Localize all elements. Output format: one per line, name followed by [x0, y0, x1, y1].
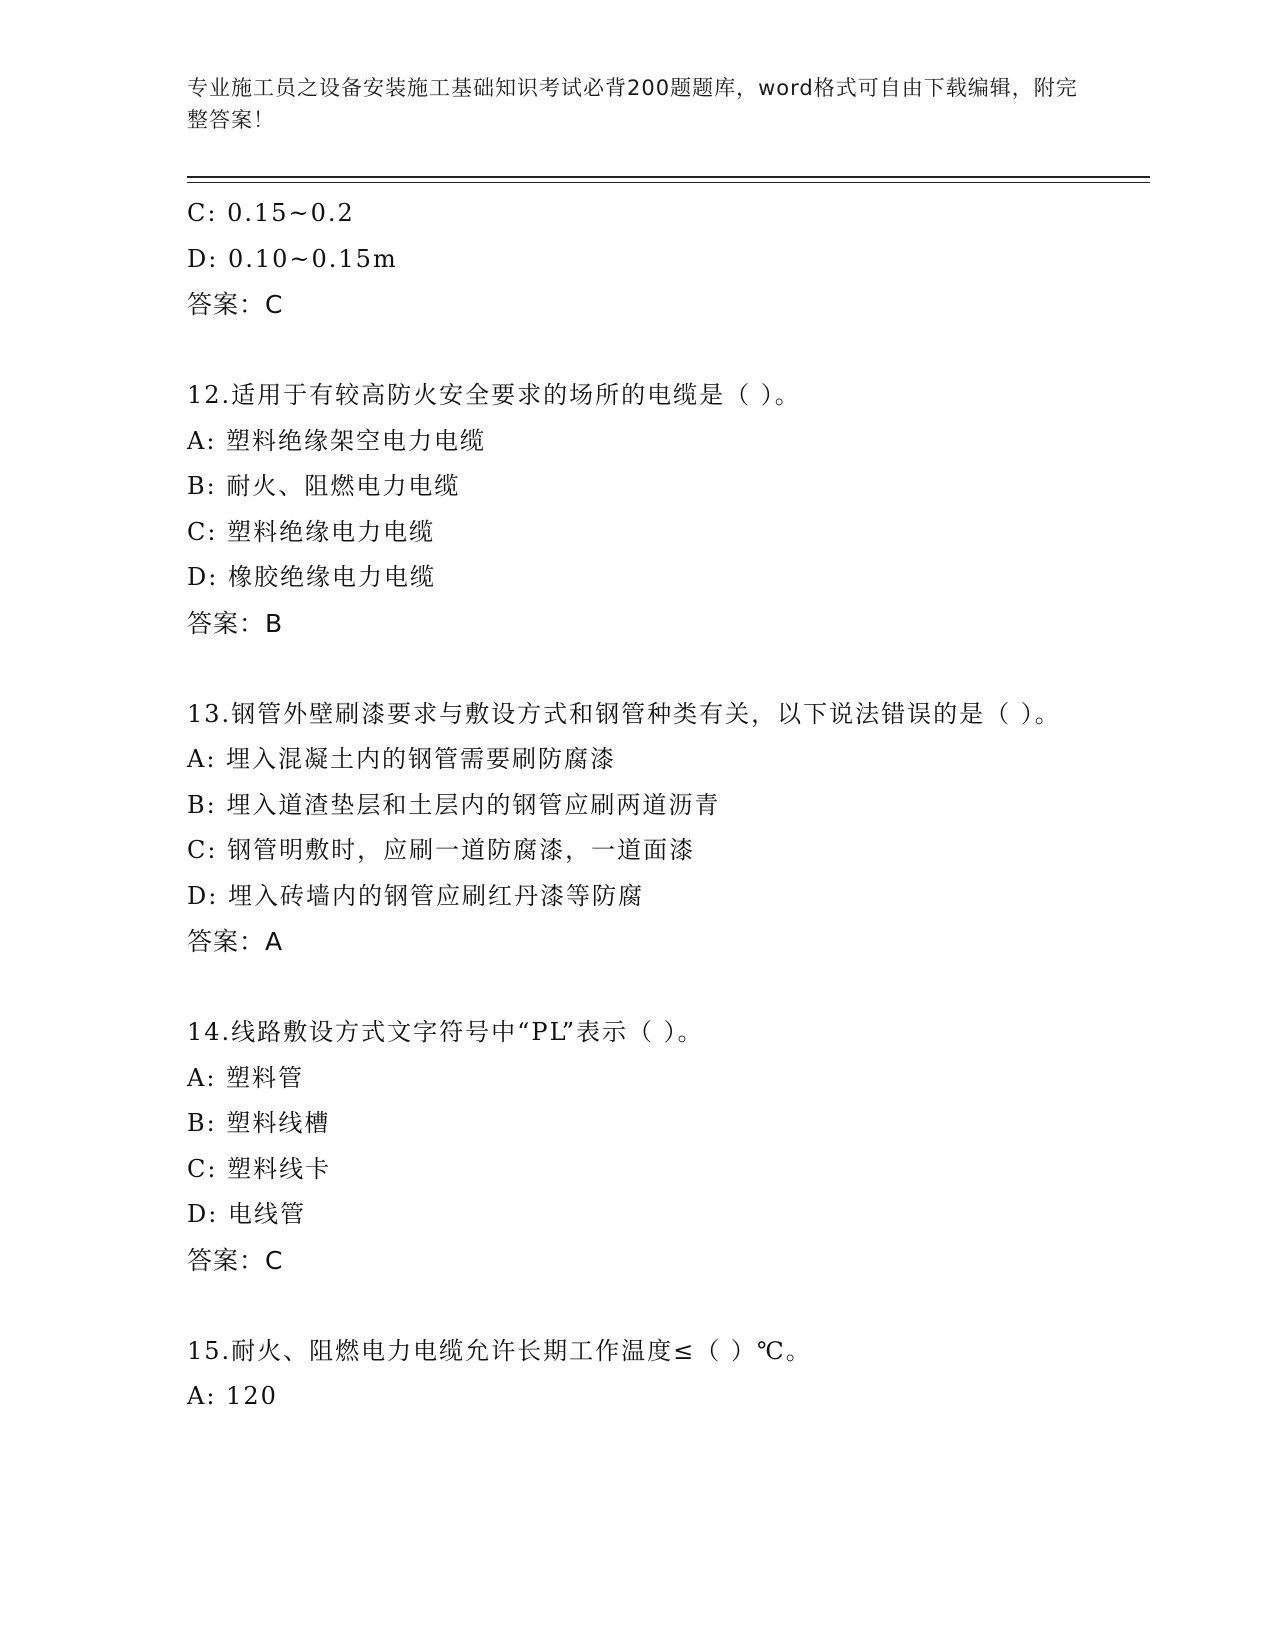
document-header-title: 专业施工员之设备安装施工基础知识考试必背200题题库，word格式可自由下载编辑，附完整答案！ — [187, 76, 1078, 132]
option-d: D: 电线管 — [187, 1200, 306, 1228]
header-divider-thick — [187, 176, 1150, 178]
option-b: B: 埋入道渣垫层和土层内的钢管应刷两道沥青 — [187, 790, 721, 819]
option-d — [187, 237, 1147, 283]
answer-line: 答案：A — [187, 927, 284, 956]
option-a: A: 埋入混凝土内的钢管需要刷防腐漆 — [187, 745, 617, 773]
option-c: C: 塑料线卡 — [187, 1154, 332, 1183]
option-a: A: 塑料绝缘架空电力电缆 — [187, 426, 487, 455]
spacer — [187, 965, 1147, 1011]
answer-line: 答案：B — [187, 608, 284, 638]
answer-line: 答案：C — [187, 290, 284, 319]
option-d: D: 埋入砖墙内的钢管应刷红丹漆等防腐 — [187, 881, 644, 910]
option-separator: : — [207, 199, 228, 227]
header-divider-thin — [187, 182, 1150, 183]
option-letter: C — [187, 199, 208, 227]
answer-line: 答案：C — [187, 1245, 284, 1275]
question-stem: 15.耐火、阻燃电力电缆允许长期工作温度≤（ ）℃。 — [187, 1336, 812, 1365]
question-stem: 13.钢管外壁刷漆要求与敷设方式和钢管种类有关，以下说法错误的是（ ）。 — [187, 699, 1061, 728]
option-b: B: 塑料线槽 — [187, 1109, 331, 1137]
question-stem: 12.适用于有较高防火安全要求的场所的电缆是（ ）。 — [187, 381, 801, 409]
option-c: C: 塑料绝缘电力电缆 — [187, 517, 436, 546]
spacer — [187, 646, 1147, 692]
option-c: C: 钢管明敷时，应刷一道防腐漆，一道面漆 — [187, 836, 696, 864]
spacer — [187, 328, 1147, 374]
option-a: A: 120 — [187, 1382, 278, 1410]
option-separator: : — [208, 244, 228, 273]
option-d: D: 橡胶绝缘电力电缆 — [187, 563, 436, 591]
option-a: A: 塑料管 — [187, 1063, 305, 1092]
option-b: B: 耐火、阻燃电力电缆 — [187, 472, 461, 500]
question-content — [187, 191, 1147, 1420]
option-c — [187, 191, 1147, 237]
spacer — [187, 1283, 1147, 1329]
option-letter: D — [187, 244, 209, 273]
option-text: 0.15~0.2 — [227, 199, 355, 227]
option-text: 0.10~0.15m — [227, 244, 398, 273]
question-stem: 14.线路敷设方式文字符号中“PL”表示（ ）。 — [187, 1018, 704, 1046]
